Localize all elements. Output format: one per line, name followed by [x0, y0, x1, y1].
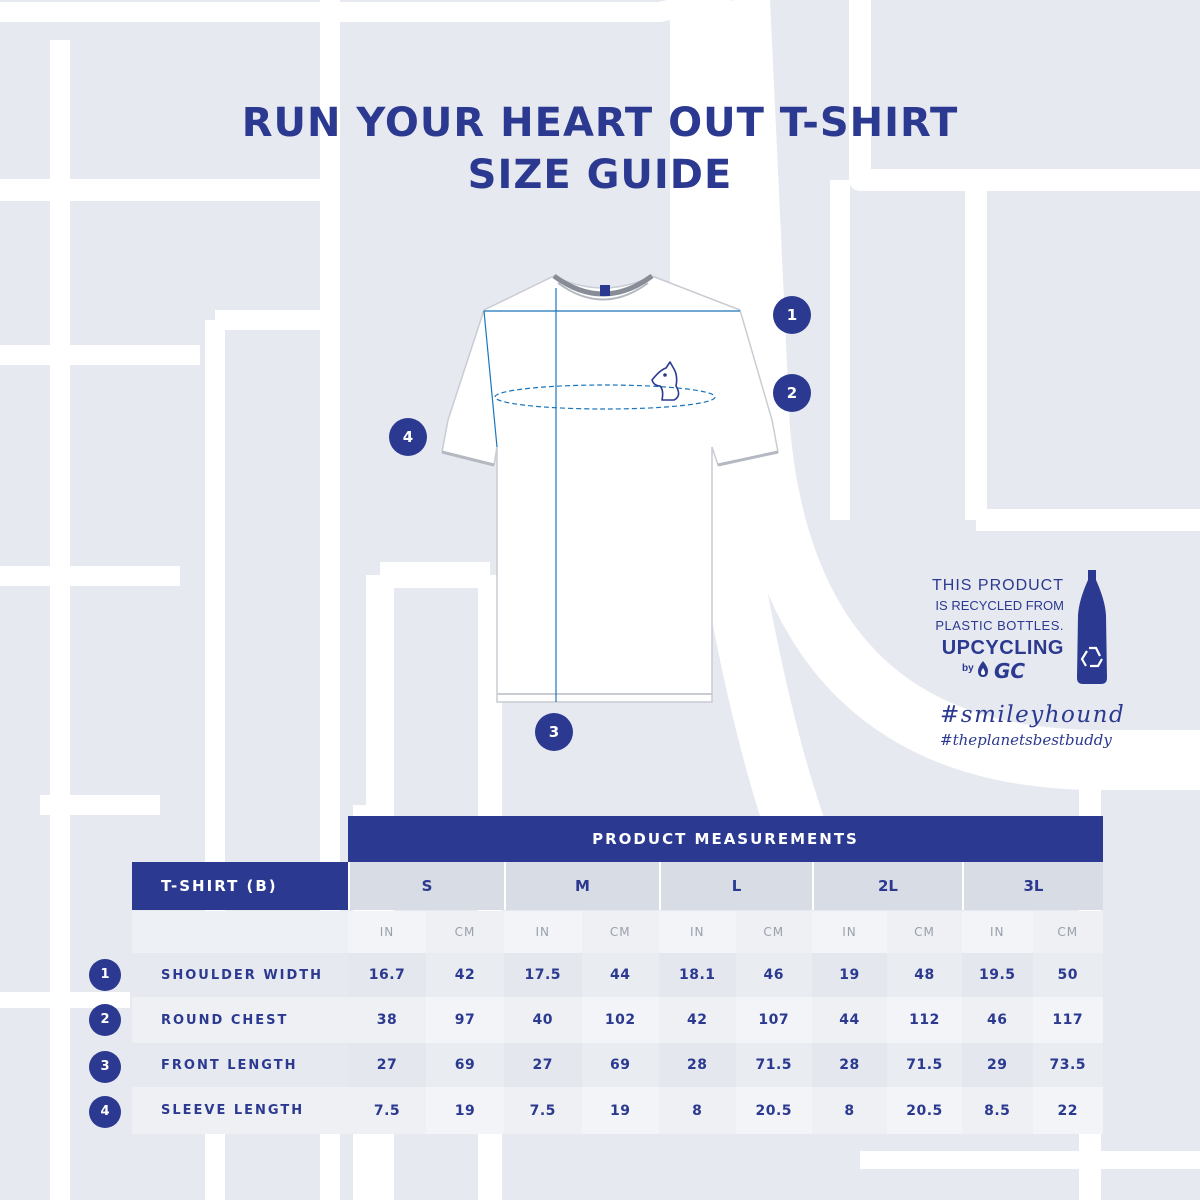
- measurement-value: 17.5: [504, 953, 582, 997]
- by-label: by: [962, 663, 974, 674]
- unit-label: IN: [348, 911, 426, 953]
- gc-logo: GC: [994, 659, 1026, 683]
- row-marker-4: 4: [89, 1096, 121, 1128]
- measurement-value: 7.5: [504, 1087, 582, 1134]
- measurement-value: 44: [812, 997, 887, 1043]
- size-header-3l: 3L: [962, 862, 1103, 910]
- measurement-value: 22: [1033, 1087, 1104, 1134]
- measurement-value: 50: [1033, 953, 1104, 997]
- measurement-value: 8: [659, 1087, 736, 1134]
- measurement-value: 19.5: [962, 953, 1033, 997]
- flame-icon: [976, 660, 990, 678]
- measurement-value: 42: [659, 997, 736, 1043]
- unit-label: CM: [426, 911, 504, 953]
- row-marker-2: 2: [89, 1004, 121, 1036]
- marker-length: 3: [535, 713, 573, 751]
- measurement-value: 102: [582, 997, 660, 1043]
- unit-label: CM: [887, 911, 962, 953]
- row-marker-3: 3: [89, 1051, 121, 1083]
- unit-label: CM: [736, 911, 813, 953]
- hashtag-primary: #smileyhound: [940, 702, 1126, 728]
- measurement-value: 28: [812, 1043, 887, 1087]
- hashtag-secondary: #theplanetsbestbuddy: [940, 731, 1112, 749]
- row-label-sleeve-length: SLEEVE LENGTH: [132, 1087, 348, 1134]
- measurement-value: 8.5: [962, 1087, 1033, 1134]
- measurement-table: [132, 816, 1103, 1134]
- measurement-value: 46: [736, 953, 813, 997]
- measurement-value: 107: [736, 997, 813, 1043]
- upcycling-brand: UPCYCLING: [941, 637, 1064, 659]
- measurement-value: 73.5: [1033, 1043, 1104, 1087]
- unit-label: CM: [582, 911, 660, 953]
- measurement-value: 69: [582, 1043, 660, 1087]
- size-header-s: S: [348, 862, 504, 910]
- measurement-value: 48: [887, 953, 962, 997]
- measurement-value: 7.5: [348, 1087, 426, 1134]
- measurement-value: 44: [582, 953, 660, 997]
- unit-label: IN: [812, 911, 887, 953]
- measurement-value: 28: [659, 1043, 736, 1087]
- marker-chest: 2: [773, 374, 811, 412]
- row-marker-1: 1: [89, 959, 121, 991]
- measurement-value: 117: [1033, 997, 1104, 1043]
- measurement-value: 27: [348, 1043, 426, 1087]
- measurement-value: 16.7: [348, 953, 426, 997]
- measurement-value: 40: [504, 997, 582, 1043]
- measurement-value: 19: [426, 1087, 504, 1134]
- measurement-value: 69: [426, 1043, 504, 1087]
- measurement-value: 8: [812, 1087, 887, 1134]
- measurement-value: 20.5: [736, 1087, 813, 1134]
- measurement-value: 71.5: [736, 1043, 813, 1087]
- marker-shoulder: 1: [773, 296, 811, 334]
- size-header-2l: 2L: [812, 862, 962, 910]
- measurement-value: 46: [962, 997, 1033, 1043]
- product-measurements-header: PRODUCT MEASUREMENTS: [348, 816, 1103, 862]
- size-header-l: L: [659, 862, 812, 910]
- neck-label: [600, 285, 610, 296]
- bottle-icon: [1074, 570, 1110, 686]
- marker-sleeve: 4: [389, 418, 427, 456]
- measurement-value: 71.5: [887, 1043, 962, 1087]
- unit-label: CM: [1033, 911, 1104, 953]
- units-row-spacer: [132, 911, 348, 953]
- unit-label: IN: [504, 911, 582, 953]
- eco-text-line3: PLASTIC BOTTLES.: [935, 618, 1064, 633]
- measurement-value: 20.5: [887, 1087, 962, 1134]
- row-label-round-chest: ROUND CHEST: [132, 997, 348, 1043]
- measurement-value: 97: [426, 997, 504, 1043]
- page-title-line2: SIZE GUIDE: [467, 152, 733, 198]
- page-title-line1: RUN YOUR HEART OUT T-SHIRT: [241, 100, 959, 146]
- unit-label: IN: [962, 911, 1033, 953]
- eco-text-line1: THIS PRODUCT: [932, 577, 1064, 594]
- size-header-m: M: [504, 862, 659, 910]
- row-label-shoulder-width: SHOULDER WIDTH: [132, 953, 348, 997]
- tshirt-type-header: T-SHIRT (B): [132, 862, 348, 910]
- measurement-value: 29: [962, 1043, 1033, 1087]
- measurement-value: 27: [504, 1043, 582, 1087]
- row-label-front-length: FRONT LENGTH: [132, 1043, 348, 1087]
- unit-label: IN: [659, 911, 736, 953]
- measurement-value: 112: [887, 997, 962, 1043]
- measurement-value: 19: [582, 1087, 660, 1134]
- measurement-value: 38: [348, 997, 426, 1043]
- eco-text-line2: IS RECYCLED FROM: [935, 598, 1064, 613]
- measurement-value: 19: [812, 953, 887, 997]
- measurement-value: 42: [426, 953, 504, 997]
- measurement-value: 18.1: [659, 953, 736, 997]
